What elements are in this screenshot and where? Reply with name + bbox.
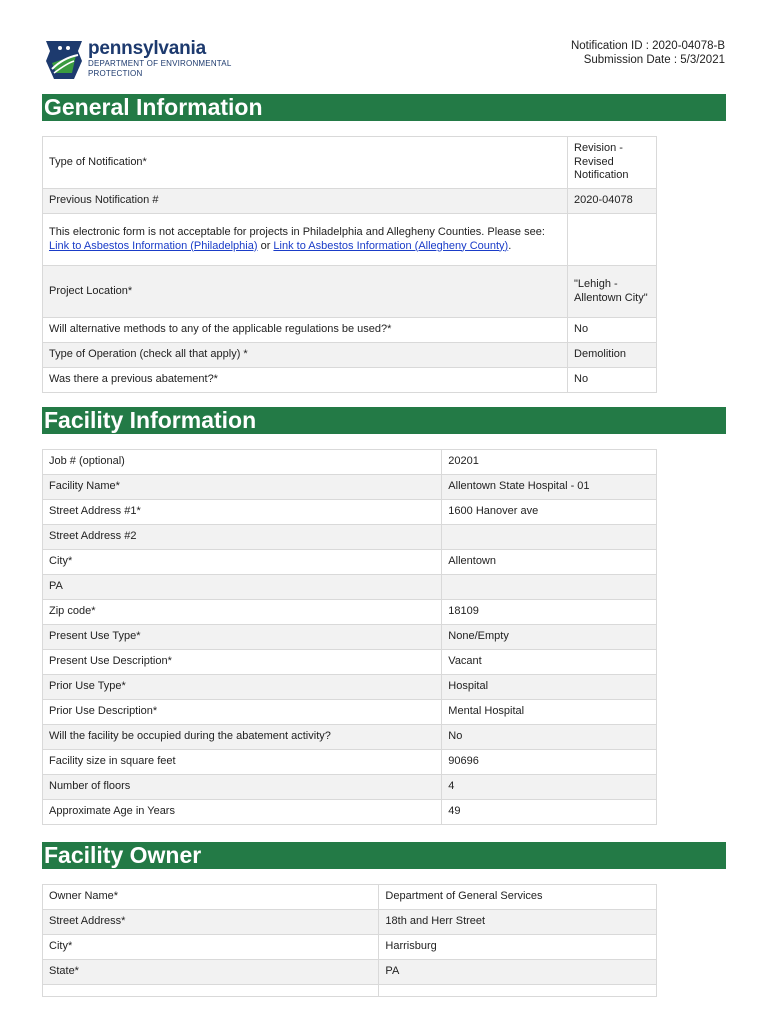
- field-label: Will the facility be occupied during the abatement activity?: [43, 725, 442, 750]
- field-value: Vacant: [442, 650, 657, 675]
- field-label: Street Address #2: [43, 525, 442, 550]
- field-value: Hospital: [442, 675, 657, 700]
- field-label: Owner Name*: [43, 885, 379, 910]
- table-row: [43, 575, 657, 600]
- field-label: Type of Notification*: [43, 137, 568, 189]
- table-row: [43, 700, 657, 725]
- table-row: [43, 318, 657, 343]
- table-row: [43, 600, 657, 625]
- field-value: None/Empty: [442, 625, 657, 650]
- facility-owner-table: [42, 884, 657, 997]
- table-row: [43, 266, 657, 318]
- field-value: 49: [442, 800, 657, 825]
- field-value: 1600 Hanover ave: [442, 500, 657, 525]
- logo-subtitle-2: PROTECTION: [88, 68, 143, 78]
- facility-info-table: [42, 449, 657, 825]
- table-row: [43, 775, 657, 800]
- field-value: "Lehigh - Allentown City": [568, 266, 657, 318]
- table-row: [43, 725, 657, 750]
- field-value: Revision - Revised Notification: [568, 137, 657, 189]
- notification-meta: [571, 40, 725, 67]
- field-value: Allentown State Hospital - 01: [442, 475, 657, 500]
- table-row: [43, 450, 657, 475]
- field-value: 4: [442, 775, 657, 800]
- table-row: [43, 910, 657, 935]
- field-value: No: [568, 368, 657, 393]
- field-label: Present Use Type*: [43, 625, 442, 650]
- table-row: [43, 189, 657, 214]
- notice-text-or: or: [257, 239, 274, 252]
- field-label: Number of floors: [43, 775, 442, 800]
- field-value: Mental Hospital: [442, 700, 657, 725]
- notice-text-end: .: [508, 239, 512, 252]
- field-label-empty: [43, 985, 379, 997]
- field-label: Present Use Description*: [43, 650, 442, 675]
- field-label: Project Location*: [43, 266, 568, 318]
- table-row-partial: [43, 985, 657, 997]
- field-value: Allentown: [442, 550, 657, 575]
- field-label: Zip code*: [43, 600, 442, 625]
- field-value: 90696: [442, 750, 657, 775]
- table-row: [43, 214, 657, 266]
- field-label: [43, 214, 568, 266]
- page-header: [0, 0, 768, 92]
- table-row: [43, 800, 657, 825]
- field-label: City*: [43, 935, 379, 960]
- section-title-general: General Information: [42, 94, 726, 121]
- field-value: 2020-04078: [568, 189, 657, 214]
- logo-title: pennsylvania: [88, 38, 206, 59]
- table-row: [43, 368, 657, 393]
- field-value: Harrisburg: [379, 935, 657, 960]
- field-value: PA: [379, 960, 657, 985]
- table-row: [43, 625, 657, 650]
- philadelphia-asbestos-link[interactable]: Link to Asbestos Information (Philadelphia): [49, 239, 258, 252]
- field-label: Prior Use Description*: [43, 700, 442, 725]
- allegheny-asbestos-link[interactable]: Link to Asbestos Information (Allegheny County): [273, 239, 509, 252]
- table-row: [43, 343, 657, 368]
- field-value: 18109: [442, 600, 657, 625]
- field-label: Job # (optional): [43, 450, 442, 475]
- field-label: Previous Notification #: [43, 189, 568, 214]
- table-row: [43, 885, 657, 910]
- field-label: Street Address*: [43, 910, 379, 935]
- field-value: No: [442, 725, 657, 750]
- table-row: [43, 935, 657, 960]
- field-label: Facility Name*: [43, 475, 442, 500]
- notice-text: This electronic form is not acceptable for projects in Philadelphia and Allegheny Counties. Please see:: [49, 226, 545, 238]
- table-row: [43, 550, 657, 575]
- field-label: Facility size in square feet: [43, 750, 442, 775]
- field-label: Will alternative methods to any of the applicable regulations be used?*: [43, 318, 568, 343]
- table-row: [43, 137, 657, 189]
- table-row: [43, 500, 657, 525]
- field-value: [442, 525, 657, 550]
- keystone-icon: [42, 39, 86, 81]
- field-value: No: [568, 318, 657, 343]
- table-row: [43, 675, 657, 700]
- section-title-owner: Facility Owner: [42, 842, 726, 869]
- table-row: [43, 750, 657, 775]
- field-label: Street Address #1*: [43, 500, 442, 525]
- pa-dep-logo: [42, 39, 242, 83]
- field-value: 18th and Herr Street: [379, 910, 657, 935]
- field-value: 20201: [442, 450, 657, 475]
- field-value: Department of General Services: [379, 885, 657, 910]
- table-row: [43, 960, 657, 985]
- field-label: Approximate Age in Years: [43, 800, 442, 825]
- table-row: [43, 525, 657, 550]
- field-label: Type of Operation (check all that apply) *: [43, 343, 568, 368]
- table-row: [43, 475, 657, 500]
- field-value: Demolition: [568, 343, 657, 368]
- field-label: City*: [43, 550, 442, 575]
- section-title-facility: Facility Information: [42, 407, 726, 434]
- field-value-empty: [379, 985, 657, 997]
- field-label: Prior Use Type*: [43, 675, 442, 700]
- general-info-table: [42, 136, 657, 393]
- field-value: [442, 575, 657, 600]
- field-label: PA: [43, 575, 442, 600]
- notification-id: Notification ID : 2020-04078-B: [570, 40, 725, 52]
- logo-subtitle-1: DEPARTMENT OF ENVIRONMENTAL: [88, 59, 232, 68]
- submission-date: Submission Date : 5/3/2021: [583, 53, 725, 66]
- field-value: [568, 214, 657, 266]
- field-label: Was there a previous abatement?*: [43, 368, 568, 393]
- table-row: [43, 650, 657, 675]
- field-label: State*: [43, 960, 379, 985]
